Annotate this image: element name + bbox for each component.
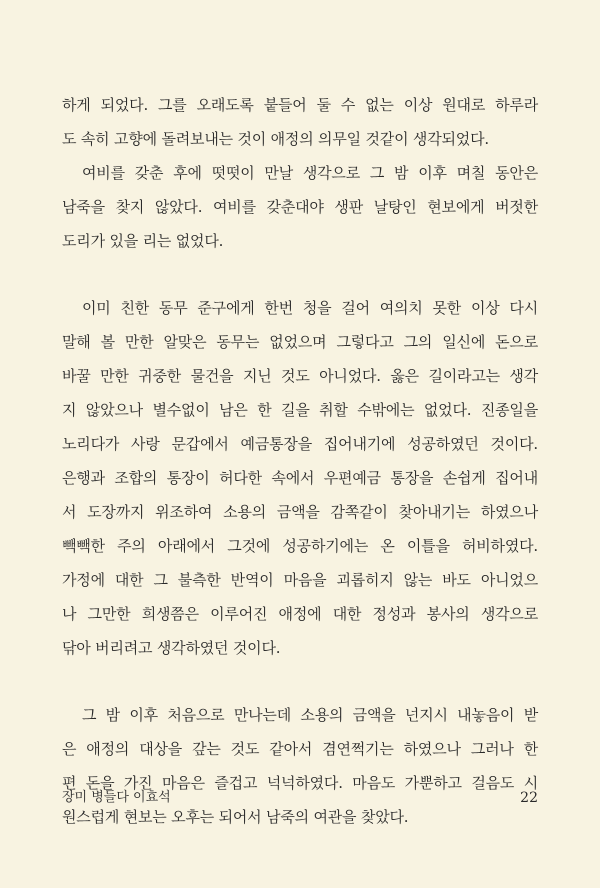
text-line: 남죽을 찾지 않았다. 여비를 갖춘대야 생판 날탕인 현보에게 버젓한 — [62, 198, 538, 216]
text-line: 원스럽게 현보는 오후는 되어서 남죽의 여관을 찾았다. — [62, 808, 409, 826]
text-line: 이미 친한 동무 준구에게 한번 청을 걸어 여의치 못한 이상 다시 — [82, 299, 538, 317]
page-number: 22 — [520, 790, 538, 806]
paragraph-gap — [62, 665, 538, 698]
text-line: 지 않았으나 별수없이 남은 한 길을 취할 수밖에는 없었다. 진종일을 — [62, 401, 538, 419]
text-line: 여비를 갖춘 후에 떳떳이 만날 생각으로 그 밤 이후 며칠 동안은 — [82, 164, 538, 182]
text-line: 나 그만한 희생쯤은 이루어진 애정에 대한 정성과 봉사의 생각으로 — [62, 605, 538, 623]
text-line: 은행과 조합의 통장이 허다한 속에서 우편예금 통장을 손쉽게 집어내 — [62, 469, 538, 487]
body-text — [62, 88, 538, 834]
text-line: 서 도장까지 위조하여 소용의 금액을 감쪽같이 찾아내기는 하였으나 — [62, 503, 538, 521]
paragraph-gap — [62, 258, 538, 291]
paragraph — [62, 156, 538, 258]
text-line: 도 속히 고향에 돌려보내는 것이 애정의 의무일 것같이 생각되었다. — [62, 130, 489, 148]
text-line: 하게 되었다. 그를 오래도록 붙들어 둘 수 없는 이상 원대로 하루라 — [62, 96, 538, 114]
book-title: 장미 병들다 이효석 — [62, 790, 171, 805]
text-line: 빽빽한 주의 아래에서 그것에 성공하기에는 온 이틀을 허비하였다. — [62, 537, 538, 555]
text-line: 노리다가 사랑 문갑에서 예금통장을 집어내기에 성공하였던 것이다. — [62, 435, 538, 453]
text-line: 그 밤 이후 처음으로 만나는데 소용의 금액을 넌지시 내놓음이 받 — [82, 706, 538, 724]
text-line: 은 애정의 대상을 갚는 것도 같아서 겸연쩍기는 하였으나 그러나 한 — [62, 740, 538, 758]
paragraph — [62, 291, 538, 665]
text-line: 바꿀 만한 귀중한 물건을 지닌 것도 아니었다. 옳은 길이라고는 생각 — [62, 367, 538, 385]
text-line: 도리가 있을 리는 없었다. — [62, 232, 224, 250]
text-line: 닦아 버리려고 생각하였던 것이다. — [62, 639, 281, 657]
text-line: 가정에 대한 그 불측한 반역이 마음을 괴롭히지 않는 바도 아니었으 — [62, 571, 538, 589]
paragraph — [62, 698, 538, 834]
text-line: 말해 볼 만한 알맞은 동무는 없었으며 그렇다고 그의 일신에 돈으로 — [62, 333, 538, 351]
text-line: 편 돈을 가진 마음은 즐겁고 넉넉하였다. 마음도 가뿐하고 걸음도 시 — [62, 774, 538, 792]
paragraph — [62, 88, 538, 156]
